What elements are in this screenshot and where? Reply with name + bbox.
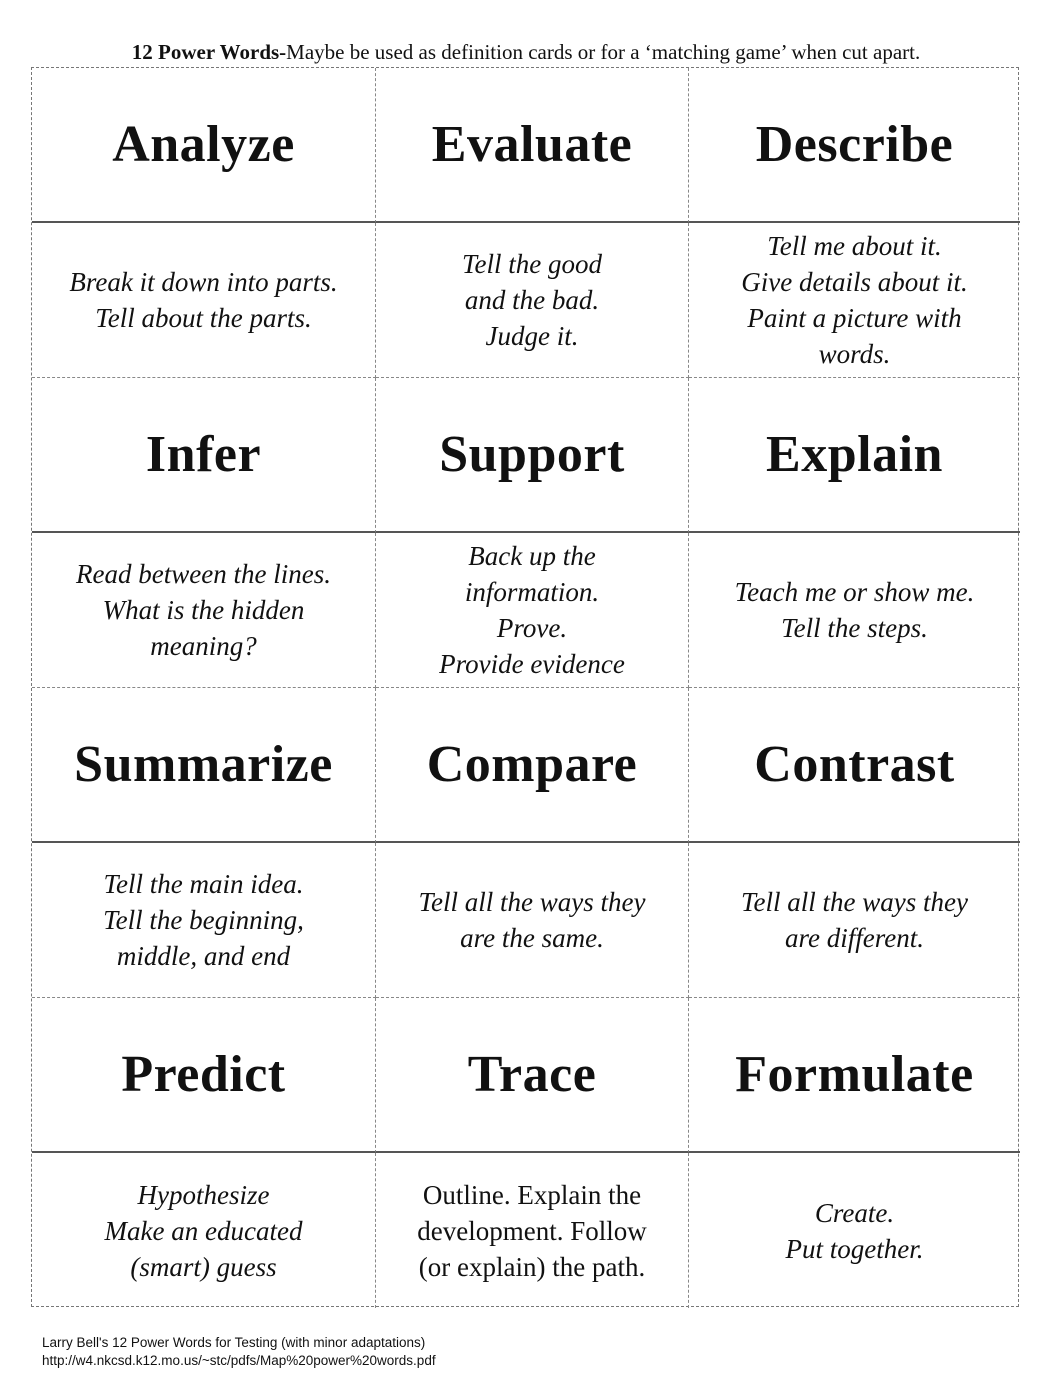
- definition-text: Read between the lines. What is the hidden meaning?: [76, 559, 331, 661]
- header-title: 12 Power Words-: [131, 40, 287, 64]
- word-card-infer: [32, 378, 376, 533]
- word-label: Describe: [755, 115, 954, 173]
- definition-text: Tell all the ways they are the same.: [418, 887, 646, 953]
- definition-card-evaluate: [376, 223, 689, 378]
- page-footer: [42, 1334, 436, 1370]
- definition-text: Break it down into parts. Tell about the parts.: [69, 267, 338, 333]
- word-card-compare: [376, 688, 689, 843]
- word-card-support: [376, 378, 689, 533]
- word-label: Predict: [121, 1045, 286, 1103]
- word-card-trace: [376, 998, 689, 1153]
- definition-text: Tell me about it. Give details about it. Paint a picture with words.: [741, 231, 968, 369]
- definition-card-formulate: [689, 1153, 1020, 1308]
- definition-text: Teach me or show me. Tell the steps.: [734, 577, 975, 643]
- definition-card-summarize: [32, 843, 376, 998]
- word-card-formulate: [689, 998, 1020, 1153]
- word-label: Evaluate: [431, 115, 633, 173]
- word-label: Summarize: [74, 735, 333, 793]
- word-card-predict: [32, 998, 376, 1153]
- footer-credit: Larry Bell's 12 Power Words for Testing (with minor adaptations): [42, 1335, 426, 1350]
- word-label: Infer: [145, 425, 262, 483]
- definition-card-contrast: [689, 843, 1020, 998]
- definition-text: Outline. Explain the development. Follow (or explain) the path.: [417, 1179, 647, 1282]
- word-card-summarize: [32, 688, 376, 843]
- definition-card-infer: [32, 533, 376, 688]
- definition-text: Tell the main idea. Tell the beginning, middle, and end: [103, 869, 304, 971]
- definition-text: Create. Put together.: [785, 1197, 924, 1264]
- word-card-evaluate: [376, 68, 689, 223]
- word-label: Trace: [467, 1045, 597, 1103]
- definition-text: Back up the information. Prove. Provide evidence: [439, 541, 625, 679]
- definition-card-compare: [376, 843, 689, 998]
- word-card-analyze: [32, 68, 376, 223]
- definition-card-explain: [689, 533, 1020, 688]
- page-header: [0, 38, 1052, 66]
- word-label: Explain: [766, 425, 943, 483]
- definition-card-trace: [376, 1153, 689, 1308]
- definition-text: Tell the good and the bad. Judge it.: [461, 249, 602, 351]
- word-label: Contrast: [754, 735, 955, 793]
- definition-card-predict: [32, 1153, 376, 1308]
- header-subtitle: Maybe be used as definition cards or for a ‘matching game’ when cut apart.: [286, 40, 921, 64]
- word-card-describe: [689, 68, 1020, 223]
- footer-url: http://w4.nkcsd.k12.mo.us/~stc/pdfs/Map%20power%20words.pdf: [42, 1353, 436, 1368]
- definition-text: Hypothesize Make an educated (smart) guess: [104, 1179, 303, 1282]
- definition-card-support: [376, 533, 689, 688]
- definition-text: Tell all the ways they are different.: [741, 887, 968, 953]
- word-label: Formulate: [735, 1045, 974, 1103]
- word-label: Support: [439, 425, 625, 483]
- power-words-grid: [31, 67, 1019, 1307]
- definition-card-analyze: [32, 223, 376, 378]
- word-label: Compare: [426, 735, 638, 793]
- word-card-explain: [689, 378, 1020, 533]
- definition-card-describe: [689, 223, 1020, 378]
- word-label: Analyze: [112, 115, 295, 173]
- word-card-contrast: [689, 688, 1020, 843]
